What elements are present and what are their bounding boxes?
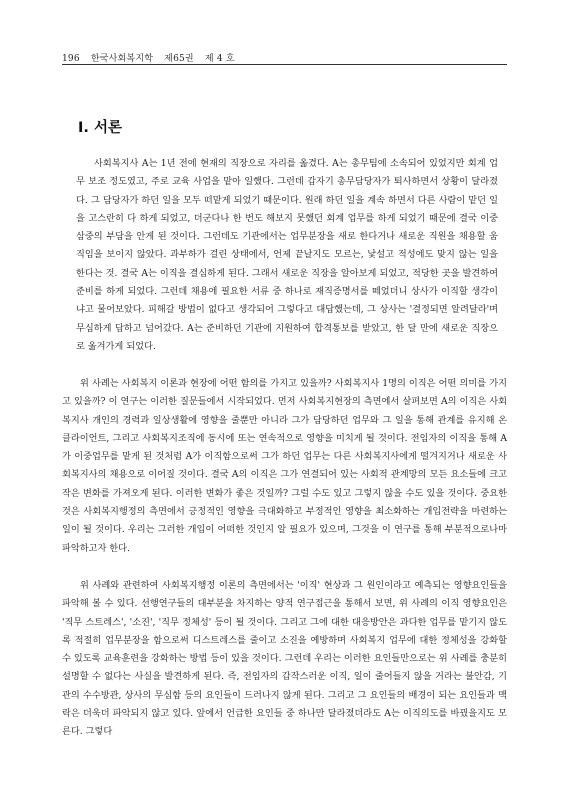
paragraph-research-question: 위 사례는 사회복지 이론과 현장에 어떤 함의를 가지고 있을까? 사회복지사 1명의 이직은 어떤 의미를 가지고 있을까? 이 연구는 이러한 질문들에서 시작되었다. 먼저 사회복지현장의 측면에서 살펴보면 A의 이직은 사회복지사 개인의 경력과 일상생활에 영향을 줄뿐만 아니라 그가 담당하던 업무와 그 일을 통해 관계를 유지해 온 클라이언트, 그리고 사회복지조직에 동시에 또는 연속적으로 영향을 미치게 될 것이다. 전임자의 이직을 통해 A가 이중업무를 맡게 된 것처럼 A가 이직함으로써 그가 하던 업무는 다른 사회복지사에게 떨겨지거나 새로운 사회복지사의 채용으로 이어질 것이다. 결국 A의 이직은 그가 연결되어 있는 사회적 관계망의 모든 요소들에 크고 작은 변화를 가져오게 된다. 이러한 변화가 좋은 것일까? 그럴 수도 있고 그렇지 않을 수도 있을 것이다. 중요한 것은 사회복지행정의 측면에서 긍정적인 영향을 극대화하고 부정적인 영향을 최소화하는 개입전략을 마련하는 일이 될 것이다. 우리는 그러한 개입이 어떠한 것인지 알 필요가 있으며, 그것을 이 연구를 통해 부분적으로나마 파악하고자 한다. xyxy=(62,378,507,554)
journal-name: 한국사회복지학 xyxy=(90,54,154,64)
volume: 제65권 xyxy=(164,54,194,64)
issue: 제 4 호 xyxy=(204,54,235,64)
paragraph-theory: 위 사례와 관련하여 사회복지행정 이론의 측면에서는 '이직' 현상과 그 원인이라고 예측되는 영향요인들을 파악해 볼 수 있다. 선행연구들의 대부분을 차지하는 양적 연구접근을 통해서 보면, 위 사례의 이직 영향요인은 '직무 스트레스', '소진', '직무 정체성' 등이 될 것이다. 그리고 그에 대한 대응방안은 과다한 업무를 맡기지 않도록 적절히 업무분장을 함으로써 디스트레스를 줄이고 소진을 예방하며 사회복지 업무에 대한 정체성을 강화할 수 있도록 교육훈련을 강화하는 방법 등이 있을 것이다. 그런데 우리는 이러한 요인들만으로는 위 사례를 충분히 설명할 수 없다는 사실을 발견하게 된다. 즉, 전임자의 갑작스러운 이직, 일이 줄어들지 않을 거라는 불안감, 기관의 수수방관, 상사의 무심함 등의 요인들이 드러나지 않게 된다. 그리고 그 요인들의 배경이 되는 요인들과 맥락은 더욱더 파악되지 않고 있다. 앞에서 언급한 요인들 중 하나만 달라졌더라도 A는 이직의도를 바꿨을지도 모른다. 그렇다 xyxy=(62,580,507,738)
header-rule xyxy=(62,64,507,65)
paragraph-case-study: 사회복지사 A는 1년 전에 현재의 직장으로 자리를 옮겼다. A는 총무팀에 소속되어 있었지만 회계 업무 보조 정도였고, 주로 교육 사업을 맡아 일했다. 그런데 갑자기 총무담당자가 퇴사하면서 상황이 달라졌다. 그 담당자가 하던 일을 모두 떠맡게 되었기 때문이다. 원래 하던 일을 계속 하면서 다른 사람이 맡던 일을 고스란히 다 하게 되었고, 더군다나 한 번도 해보지 못했던 회계 업무를 하게 되었기 때문에 결국 이중삼중의 부담을 안게 된 것이다. 그런데도 기관에서는 업무분장을 새로 한다거나 새로운 직원을 채용할 움직임을 보이지 않았다. 과부하가 걸린 상태에서, 언제 끝날지도 모르는, 낯설고 적성에도 맞지 않는 일을 한다는 것. 결국 A는 이직을 결심하게 된다. 그래서 새로운 직장을 알아보게 되었고, 적당한 곳을 발견하여 준비를 하게 되었다. 그런데 채용에 필요한 서류 중 하나로 재직증명서를 떼었더니 상사가 이직할 생각이냐고 물어보았다. 피해갈 방법이 없다고 생각되어 그렇다고 대답했는데, 그 상사는 '결정되면 알려달라'며 무심하게 답하고 넘어갔다. A는 준비하던 기관에 지원하여 합격통보를 받았고, 한 달 만에 새로운 직장으로 옮겨가게 되었다. xyxy=(76,158,498,352)
running-header xyxy=(62,51,243,64)
page-number: 196 xyxy=(62,54,80,64)
section-title: I. 서론 xyxy=(78,120,122,136)
